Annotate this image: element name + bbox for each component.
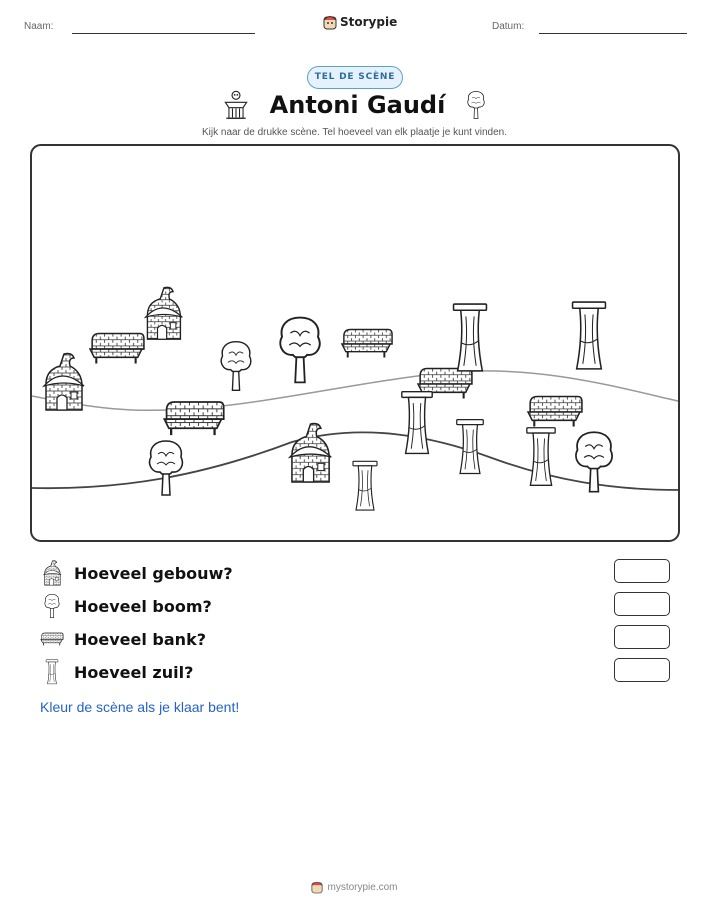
column-3 — [402, 392, 432, 454]
tree-4 — [576, 432, 612, 491]
house-3 — [290, 424, 331, 482]
tree-icon — [465, 90, 487, 120]
coloring-instruction: Kleur de scène als je klaar bent! — [40, 699, 240, 715]
column-4 — [457, 420, 484, 474]
bench-5 — [528, 397, 582, 427]
question-row-trees — [40, 592, 670, 620]
answer-box-buildings[interactable] — [614, 559, 670, 583]
brand-logo — [323, 14, 397, 30]
activity-badge: TEL DE SCÈNE — [307, 66, 403, 89]
question-row-columns — [40, 658, 670, 686]
title-row — [0, 90, 709, 120]
scene-drawing — [32, 146, 678, 540]
house-1 — [146, 287, 183, 339]
answer-box-trees[interactable] — [614, 592, 670, 616]
tree-3 — [150, 441, 183, 495]
brand-name: Storypie — [340, 15, 398, 29]
name-line[interactable] — [72, 33, 255, 34]
skull-fountain-icon — [222, 90, 250, 120]
question-label: Hoeveel boom? — [74, 596, 212, 616]
footer-url[interactable]: mystorypie.com — [327, 881, 398, 893]
bench-1 — [90, 334, 144, 364]
question-label: Hoeveel bank? — [74, 629, 206, 649]
footer — [0, 880, 709, 894]
storypie-mascot-icon — [323, 14, 337, 30]
house-icon — [40, 560, 64, 586]
date-label: Datum: — [492, 21, 525, 32]
page-title: Antoni Gaudí — [269, 91, 446, 119]
question-row-buildings — [40, 559, 670, 587]
tree-2 — [280, 318, 319, 383]
counting-scene — [30, 144, 680, 542]
bench-2 — [342, 330, 392, 358]
storypie-mascot-icon — [311, 880, 323, 894]
question-label: Hoeveel zuil? — [74, 662, 194, 682]
name-label: Naam: — [24, 21, 54, 32]
answer-box-columns[interactable] — [614, 658, 670, 682]
bench-3 — [164, 402, 223, 435]
column-5 — [527, 428, 555, 486]
question-row-benches — [40, 625, 670, 653]
column-1 — [454, 304, 487, 371]
question-label: Hoeveel gebouw? — [74, 563, 233, 583]
house-2 — [44, 354, 84, 411]
tree-icon — [40, 593, 64, 619]
page-subtitle: Kijk naar de drukke scène. Tel hoeveel van elk plaatje je kunt vinden. — [201, 127, 507, 138]
column-2 — [573, 302, 606, 369]
bench-icon — [40, 626, 64, 652]
column-icon — [40, 659, 64, 685]
date-line[interactable] — [539, 33, 687, 34]
tree-1 — [221, 342, 251, 391]
column-6 — [353, 461, 377, 510]
answer-box-benches[interactable] — [614, 625, 670, 649]
